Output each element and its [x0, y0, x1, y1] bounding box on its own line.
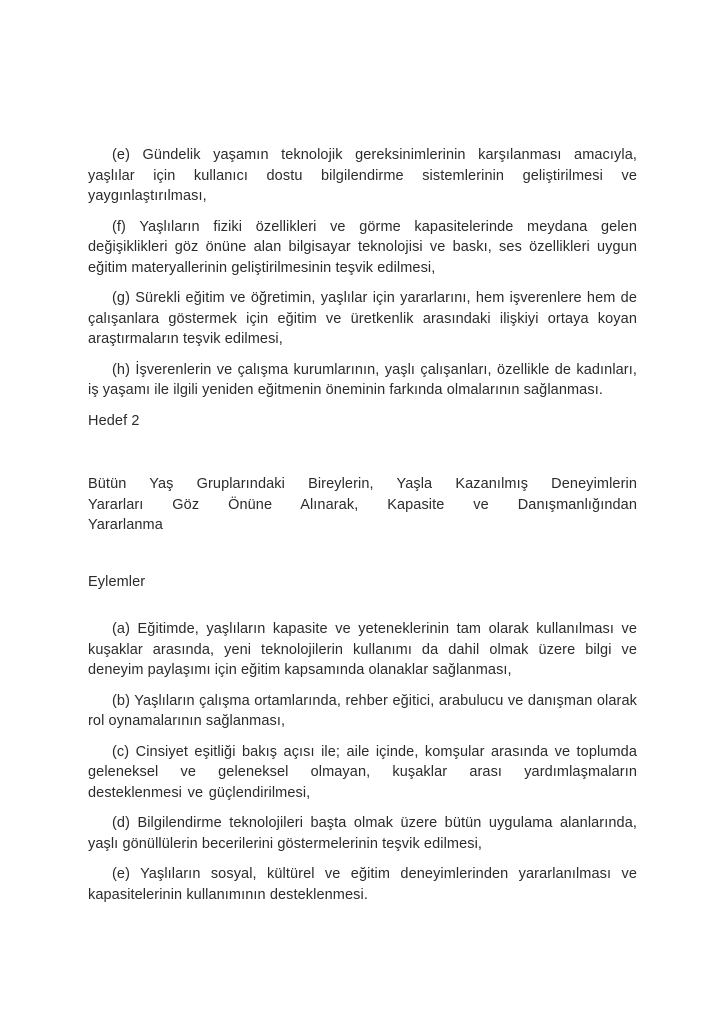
clause-e: (e) Gündelik yaşamın teknolojik gereksinimlerinin karşılanması amacıyla, yaşlılar için kullanıcı dostu bilgilendirme sistemlerinin geliştirilmesi ve yaygınlaştırılması,: [88, 147, 637, 204]
eylemler-heading: Eylemler: [88, 573, 146, 590]
action-d: (d) Bilgilendirme teknolojileri başta olmak üzere bütün uygulama alanlarında, yaşlı gönüllülerin becerilerini göstermelerinin teşvik edilmesi,: [88, 815, 637, 852]
action-c: (c) Cinsiyet eşitliği bakış açısı ile; aile içinde, komşular arasında ve toplumda geleneksel ve geleneksel olmayan, kuşaklar arası yardımlaşmaların desteklenmesi ve güçlendirilmesi,: [88, 743, 637, 801]
action-a: (a) Eğitimde, yaşlıların kapasite ve yeteneklerinin tam olarak kullanılması ve kuşaklar arasında, yeni teknolojilerin kullanımı da dahil olmak üzere bilgi ve deneyim paylaşımı için eğitim kapsamında olanaklar sağlanması,: [88, 621, 637, 678]
hedef-2-heading: Hedef 2: [88, 412, 140, 429]
clause-g: (g) Sürekli eğitim ve öğretimin, yaşlılar için yararlarını, hem işverenlere hem de çalışanlara göstermek için eğitim ve üretkenlik arasındaki ilişkiyi ortaya koyan araştırmaların teşvik edilmesi,: [88, 290, 637, 347]
clause-h: (h) İşverenlerin ve çalışma kurumlarının, yaşlı çalışanları, özellikle de kadınları, iş yaşamı ile ilgili yeniden eğitmenin öneminin farkında olmalarının sağlanması.: [88, 361, 637, 398]
action-b: (b) Yaşlıların çalışma ortamlarında, rehber eğitici, arabulucu ve danışman olarak rol oynamalarının sağlanması,: [88, 692, 637, 729]
clause-f: (f) Yaşlıların fiziki özellikleri ve görme kapasitelerinde meydana gelen değişiklikleri göz önüne alan bilgisayar teknolojisi ve baskı, ses özellikleri uygun eğitim materyallerinin geliştirilmesinin teşvik edilmesi,: [88, 218, 637, 276]
action-e: (e) Yaşlıların sosyal, kültürel ve eğitim deneyimlerinden yararlanılması ve kapasitelerinin kullanımının desteklenmesi.: [88, 866, 637, 903]
goal-2-title: Bütün Yaş Gruplarındaki Bireylerin, Yaşla Kazanılmış Deneyimlerin Yararları Göz Önüne Alınarak, Kapasite ve Danışmanlığından Yararlanma: [88, 476, 637, 533]
